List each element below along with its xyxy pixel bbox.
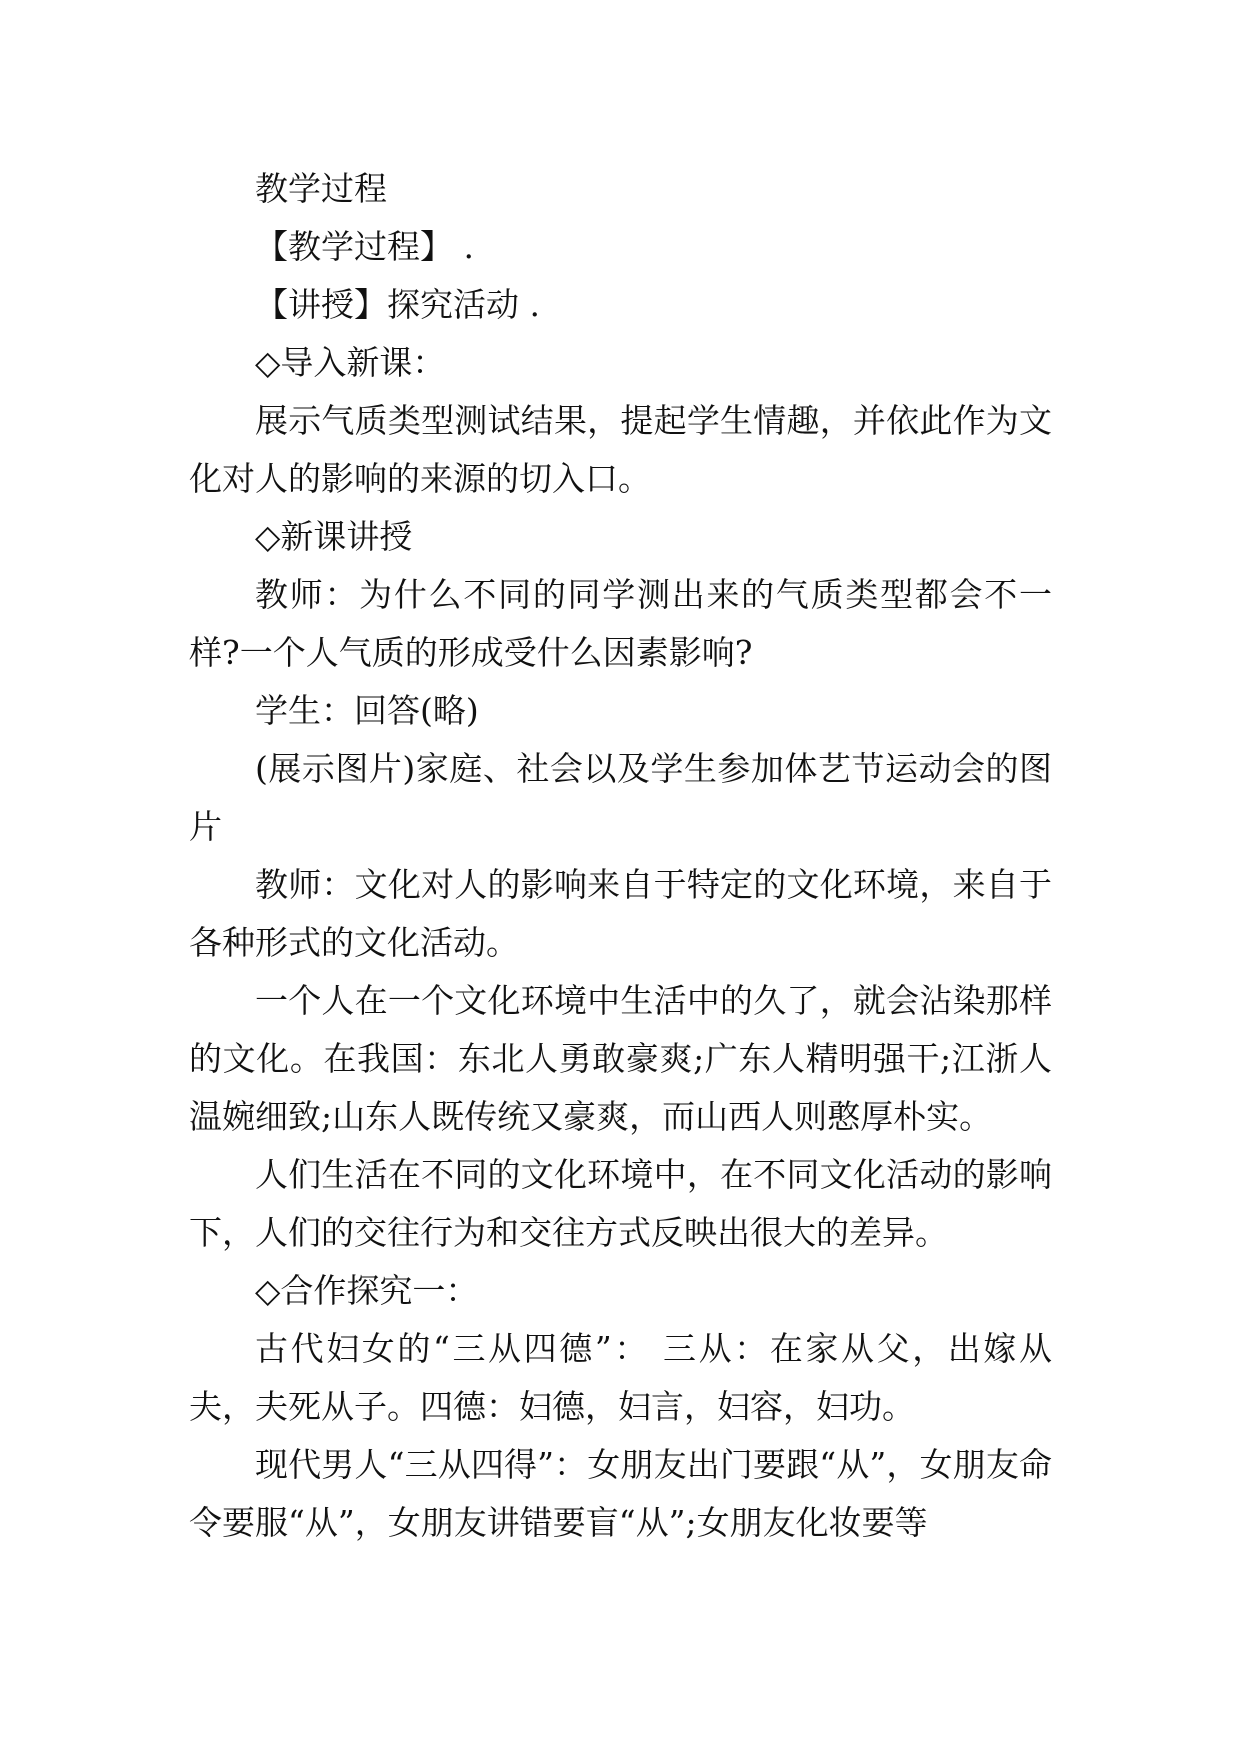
paragraph: 教师：文化对人的影响来自于特定的文化环境，来自于各种形式的文化活动。 bbox=[189, 865, 1052, 962]
paragraph: 展示气质类型测试结果，提起学生情趣，并依此作为文化对人的影响的来源的切入口。 bbox=[189, 401, 1052, 498]
paragraph: (展示图片)家庭、社会以及学生参加体艺节运动会的图片 bbox=[189, 749, 1052, 846]
paragraph: ◇新课讲授 bbox=[255, 517, 413, 556]
paragraph: 现代男人“三从四得”：女朋友出门要跟“从”，女朋友命令要服“从”，女朋友讲错要盲“从”;女朋友化妆要等 bbox=[189, 1445, 1052, 1542]
document-body bbox=[189, 160, 1052, 1552]
paragraph-heading: 教学过程 bbox=[255, 169, 387, 208]
paragraph: ◇导入新课： bbox=[255, 343, 446, 382]
paragraph: 教师：为什么不同的同学测出来的气质类型都会不一样?一个人气质的形成受什么因素影响? bbox=[189, 575, 1052, 672]
paragraph: 【讲授】探究活动 . bbox=[255, 285, 540, 324]
paragraph: 古代妇女的“三从四德”： 三从：在家从父，出嫁从夫，夫死从子。四德：妇德，妇言，妇容，妇功。 bbox=[189, 1329, 1052, 1426]
paragraph: 人们生活在不同的文化环境中，在不同文化活动的影响下，人们的交往行为和交往方式反映出很大的差异。 bbox=[189, 1155, 1052, 1252]
paragraph: 一个人在一个文化环境中生活中的久了，就会沾染那样的文化。在我国：东北人勇敢豪爽;广东人精明强干;江浙人温婉细致;山东人既传统又豪爽，而山西人则憨厚朴实。 bbox=[189, 981, 1052, 1136]
paragraph: ◇合作探究一： bbox=[255, 1271, 479, 1310]
paragraph: 学生：回答(略) bbox=[255, 691, 479, 730]
paragraph: 【教学过程】 . bbox=[255, 227, 474, 266]
